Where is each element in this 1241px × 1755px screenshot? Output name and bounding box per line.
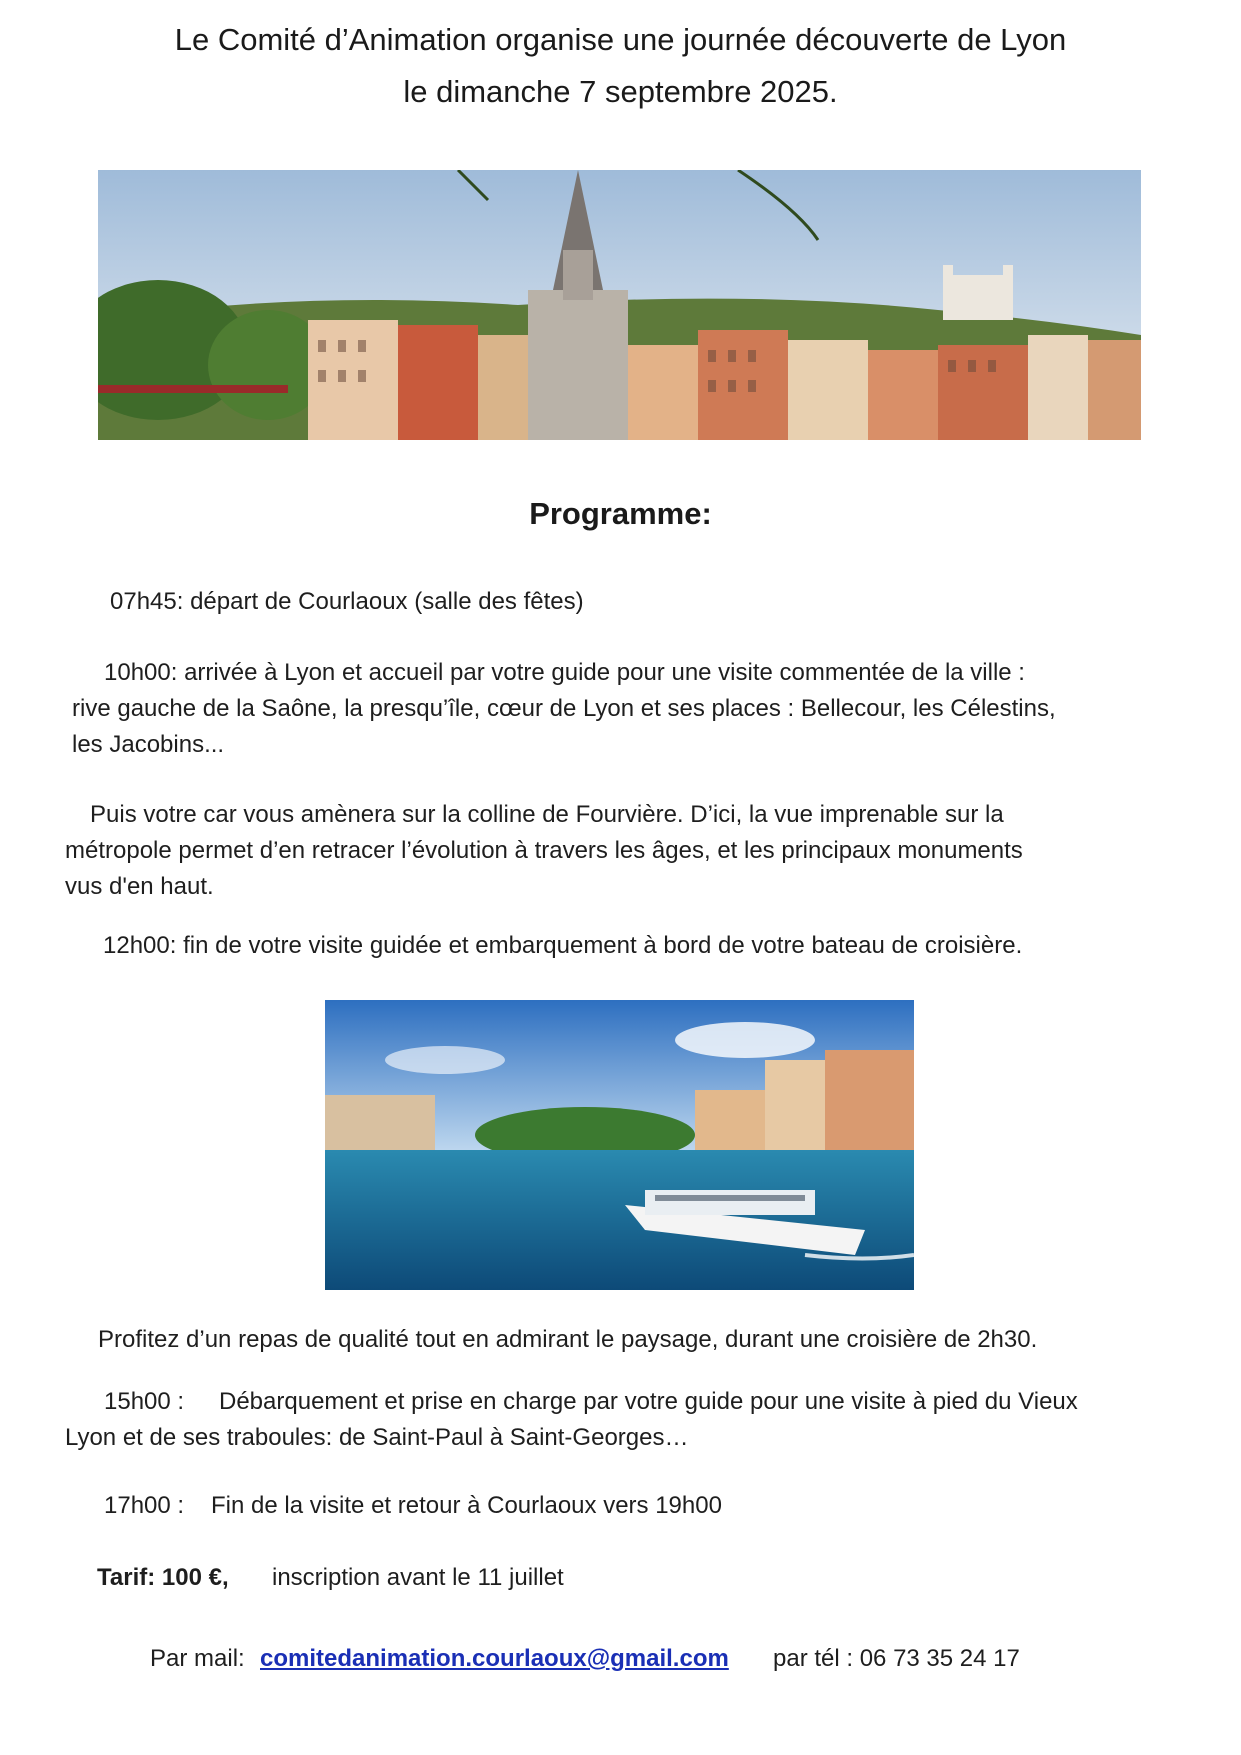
arrivee-line-3: les Jacobins... [72,731,225,758]
email-link[interactable]: comitedanimation.courlaoux@gmail.com [260,1645,729,1672]
mail-label: Par mail: [150,1645,245,1672]
fourviere-line-2: métropole permet d’en retracer l’évolution à travers les âges, et les principaux monuments [65,837,1023,864]
debarquement-line-1: Débarquement et prise en charge par votre guide pour une visite à pied du Vieux [219,1388,1078,1415]
inscription-text: inscription avant le 11 juillet [272,1564,564,1591]
debarquement-time: 15h00 : [104,1388,185,1415]
embarquement-text: 12h00: fin de votre visite guidée et embarquement à bord de votre bateau de croisière. [103,932,1023,959]
tel-text: par tél : 06 73 35 24 17 [773,1645,1020,1672]
arrivee-line-2: rive gauche de la Saône, la presqu’île, cœur de Lyon et ses places : Bellecour, les Célestins, [72,695,1056,722]
arrivee-line-1: 10h00: arrivée à Lyon et accueil par votre guide pour une visite commentée de la ville : [104,659,1025,686]
tarif-label: Tarif: 100 €, [97,1564,229,1591]
fin-time: 17h00 : [104,1492,185,1519]
programme-title: Programme: [529,496,712,531]
cruise-boat-image [325,1000,914,1290]
repas-text: Profitez d’un repas de qualité tout en admirant le paysage, durant une croisière de 2h30. [98,1326,1038,1353]
fourviere-line-1: Puis votre car vous amènera sur la colline de Fourvière. D’ici, la vue imprenable sur la [90,801,1004,828]
debarquement-line-2: Lyon et de ses traboules: de Saint-Paul à Saint-Georges… [65,1424,689,1451]
header-line-1: Le Comité d’Animation organise une journée découverte de Lyon [174,22,1067,57]
fourviere-line-3: vus d'en haut. [65,873,214,900]
depart-text: 07h45: départ de Courlaoux (salle des fêtes) [110,588,584,615]
lyon-cityscape-image [98,170,1141,440]
header-line-2: le dimanche 7 septembre 2025. [403,74,838,109]
fin-text: Fin de la visite et retour à Courlaoux vers 19h00 [211,1492,722,1519]
